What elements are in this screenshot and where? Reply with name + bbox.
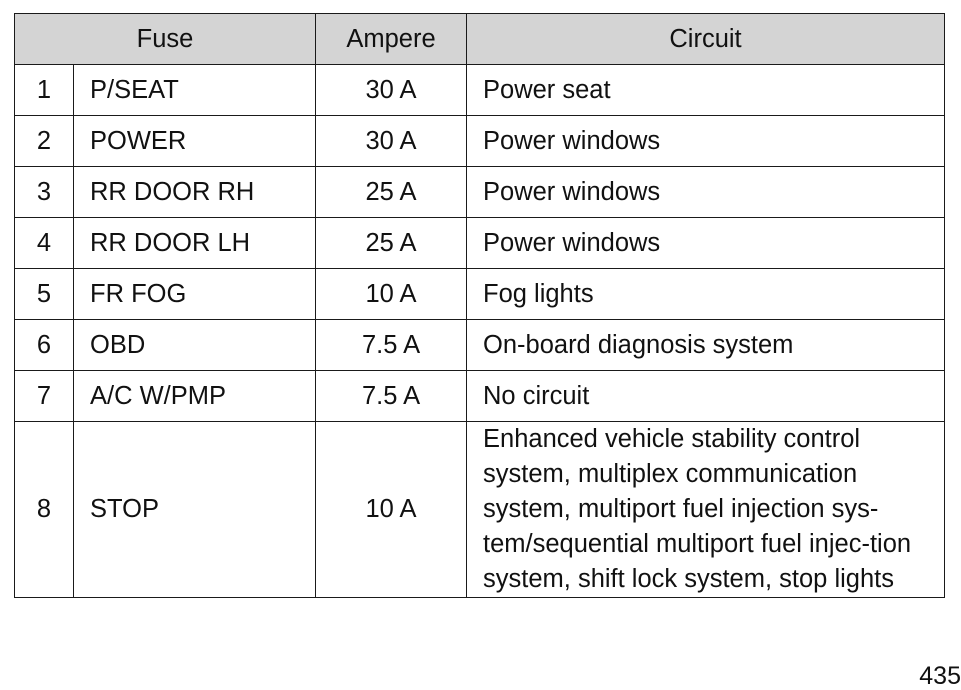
fuse-number: 1 [15, 65, 74, 116]
fuse-ampere: 10 A [316, 269, 467, 320]
fuse-number: 5 [15, 269, 74, 320]
fuse-number: 2 [15, 116, 74, 167]
fuse-circuit: Fog lights [467, 269, 945, 320]
fuse-name: P/SEAT [74, 65, 316, 116]
fuse-name: A/C W/PMP [74, 371, 316, 422]
fuse-ampere: 7.5 A [316, 371, 467, 422]
header-ampere: Ampere [316, 14, 467, 65]
fuse-name: OBD [74, 320, 316, 371]
page-number: 435 [919, 662, 961, 690]
table-row [15, 422, 945, 598]
fuse-name: RR DOOR RH [74, 167, 316, 218]
fuse-ampere: 30 A [316, 65, 467, 116]
fuse-circuit: Power seat [467, 65, 945, 116]
fuse-circuit: On-board diagnosis system [467, 320, 945, 371]
table-header-row [15, 14, 945, 65]
fuse-ampere: 25 A [316, 218, 467, 269]
fuse-ampere: 25 A [316, 167, 467, 218]
table-row [15, 269, 945, 320]
table-row [15, 167, 945, 218]
fuse-circuit: Power windows [467, 116, 945, 167]
fuse-circuit: Enhanced vehicle stability control system, multiplex communication system, multiport fuel injection sys-tem/sequential multiport fuel injec-tion system, shift lock system, stop lights [467, 422, 945, 598]
header-fuse: Fuse [15, 14, 316, 65]
fuse-name: STOP [74, 422, 316, 598]
fuse-table [14, 13, 945, 598]
fuse-circuit: Power windows [467, 218, 945, 269]
fuse-name: FR FOG [74, 269, 316, 320]
fuse-number: 7 [15, 371, 74, 422]
fuse-number: 4 [15, 218, 74, 269]
fuse-ampere: 10 A [316, 422, 467, 598]
header-circuit: Circuit [467, 14, 945, 65]
fuse-number: 3 [15, 167, 74, 218]
fuse-circuit: No circuit [467, 371, 945, 422]
fuse-number: 8 [15, 422, 74, 598]
table-row [15, 371, 945, 422]
table-row [15, 116, 945, 167]
table-row [15, 65, 945, 116]
fuse-ampere: 30 A [316, 116, 467, 167]
table-row [15, 320, 945, 371]
fuse-name: POWER [74, 116, 316, 167]
table-row [15, 218, 945, 269]
fuse-circuit: Power windows [467, 167, 945, 218]
fuse-number: 6 [15, 320, 74, 371]
fuse-name: RR DOOR LH [74, 218, 316, 269]
fuse-ampere: 7.5 A [316, 320, 467, 371]
